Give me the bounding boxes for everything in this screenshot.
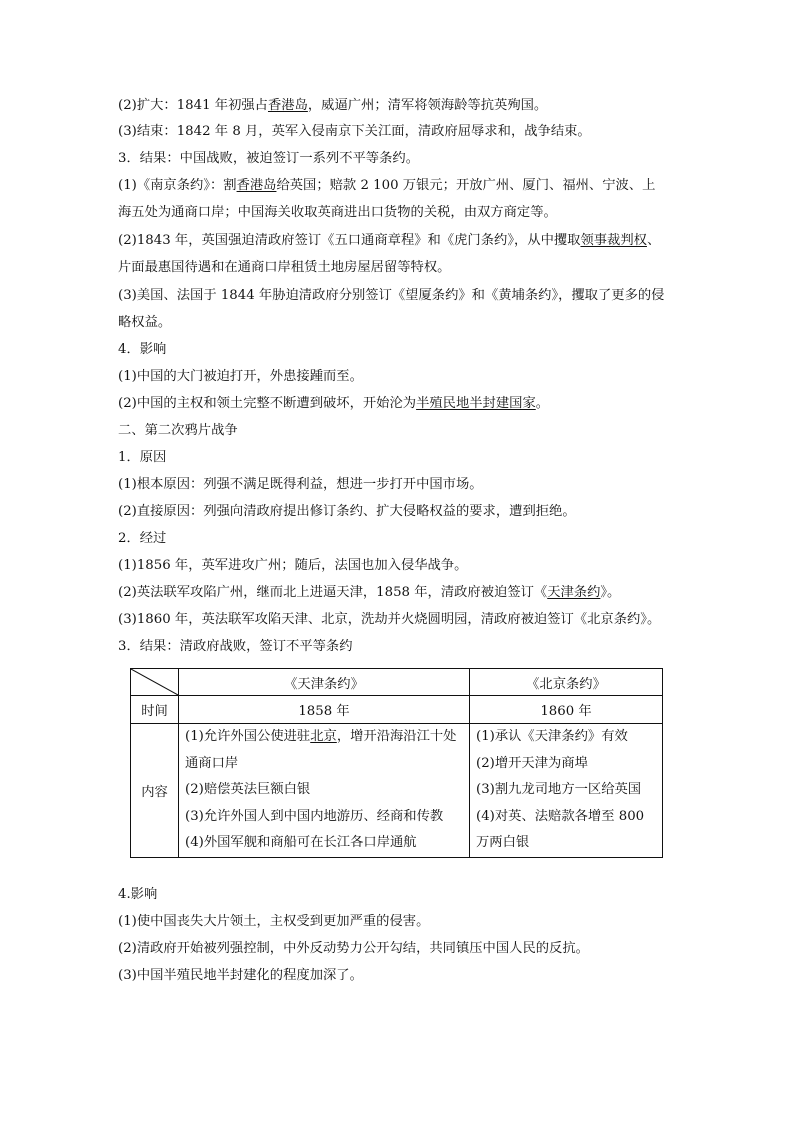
table-header-row [131,669,663,696]
list-item: (3)允许外国人到中国内地游历、经商和传教 [185,808,444,824]
text-line: (1)中国的大门被迫打开，外患接踵而至。 [118,369,363,384]
list-item: 万两白银 [476,835,530,850]
text-line: (1)使中国丧失大片领土，主权受到更加严重的侵害。 [118,914,430,929]
text-line: (2)直接原因：列强向清政府提出修订条约、扩大侵略权益的要求，遭到拒绝。 [118,504,576,519]
chapter-heading: 二、第二次鸦片战争 [118,423,238,438]
text-line: (2)中国的主权和领土完整不断遭到破坏，开始沦为半殖民地半封建国家。 [118,396,550,411]
header-tianjin: 《天津条约》 [179,669,470,696]
text-line: (2)英法联军攻陷广州，继而北上进逼天津，1858 年，清政府被迫签订《天津条约》。 [118,585,621,600]
text-line: (2)扩大：1841 年初强占香港岛，威逼广州；清军将领海龄等抗英殉国。 [118,98,548,113]
header-beijing: 《北京条约》 [470,669,663,696]
text-line: (1)根本原因：列强不满足既得利益，想进一步打开中国市场。 [118,477,483,492]
section-heading: 3．结果：清政府战败，签订不平等条约 [118,639,353,654]
list-item: 通商口岸 [185,755,239,771]
text-line: (2)1843 年，英国强迫清政府签订《五口通商章程》和《虎门条约》，从中攫取领事裁判权、 [118,233,661,248]
time-tianjin: 1858 年 [179,696,470,724]
list-item: (4)外国军舰和商船可在长江各口岸通航 [185,835,417,850]
text-line: (3)美国、法国于 1844 年胁迫清政府分别签订《望厦条约》和《黄埔条约》，攫取了更多的侵 [118,288,665,303]
time-beijing: 1860 年 [470,696,663,724]
table-row-time [131,696,663,724]
list-item: (4)对英、法赔款各增至 800 [476,808,645,824]
section-heading: 2．经过 [118,531,167,546]
table-row-content [131,724,663,858]
list-item: (3)割九龙司地方一区给英国 [476,782,642,797]
diagonal-line [131,669,178,695]
list-item: (2)赔偿英法巨额白银 [185,782,311,797]
section-heading: 4．影响 [118,342,167,357]
text-line: 片面最惠国待遇和在通商口岸租赁土地房屋居留等特权。 [118,260,451,275]
text-line: (1)1856 年，英军进攻广州；随后，法国也加入侵华战争。 [118,558,468,573]
text-line: 略权益。 [118,315,172,330]
section-heading: 1．原因 [118,450,167,465]
section-heading: 4.影响 [118,887,158,902]
text-line: (1)《南京条约》：割香港岛给英国；赔款 2 100 万银元；开放广州、厦门、福州、宁波、上 [118,178,656,193]
section-heading: 3．结果：中国战败，被迫签订一系列不平等条约。 [118,151,419,166]
content-beijing [470,724,663,858]
list-item: (1)承认《天津条约》有效 [476,729,628,744]
text-line: (3)1860 年，英法联军攻陷天津、北京，洗劫并火烧圆明园，清政府被迫签订《北京条约》。 [118,612,661,627]
treaty-comparison-table [130,668,663,858]
row-label-time: 时间 [131,696,179,724]
list-item: (1)允许外国公使进驻北京，增开沿海沿江十处 [185,729,457,744]
text-line: 海五处为通商口岸；中国海关收取英商进出口货物的关税，由双方商定等。 [118,205,557,220]
diagonal-corner-cell [131,669,179,696]
text-line: (3)结束：1842 年 8 月，英军入侵南京下关江面，清政府屈辱求和，战争结束。 [118,124,591,139]
text-line: (3)中国半殖民地半封建化的程度加深了。 [118,968,363,983]
content-tianjin [179,724,470,858]
list-item: (2)增开天津为商埠 [476,755,588,771]
text-line: (2)清政府开始被列强控制，中外反动势力公开勾结，共同镇压中国人民的反抗。 [118,941,589,956]
row-label-content: 内容 [131,724,179,858]
